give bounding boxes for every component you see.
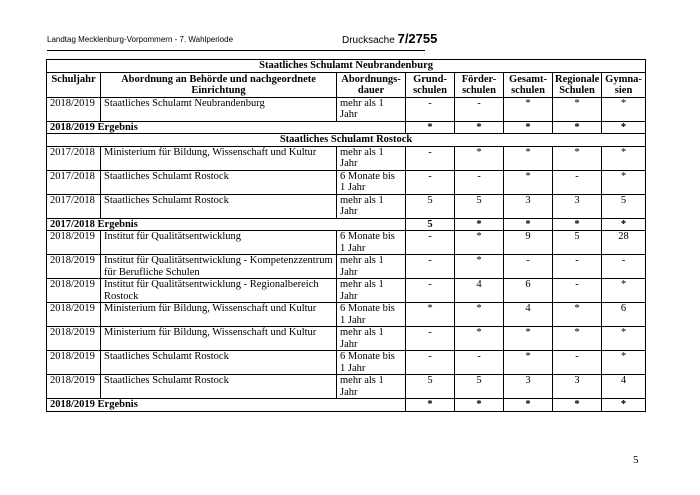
column-header: Gesamt-schulen [504, 72, 553, 97]
count-cell: * [602, 351, 646, 375]
column-header-row [47, 72, 646, 97]
count-cell: - [406, 255, 455, 279]
school-year-cell: 2017/2018 [47, 146, 101, 170]
duration-cell: mehr als 1 Jahr [337, 194, 406, 218]
duration-cell: 6 Monate bis 1 Jahr [337, 231, 406, 255]
result-count-cell: * [553, 121, 602, 134]
count-cell: 5 [553, 231, 602, 255]
school-year-cell: 2018/2019 [47, 255, 101, 279]
count-cell: - [406, 97, 455, 121]
column-header: Abordnungs-dauer [337, 72, 406, 97]
count-cell: - [406, 170, 455, 194]
count-cell: * [455, 146, 504, 170]
count-cell: * [602, 279, 646, 303]
result-row [47, 399, 646, 412]
table-row [47, 170, 646, 194]
count-cell: * [553, 303, 602, 327]
count-cell: - [455, 351, 504, 375]
table-row [47, 327, 646, 351]
count-cell: 6 [602, 303, 646, 327]
count-cell: 6 [504, 279, 553, 303]
count-cell: 4 [602, 375, 646, 399]
institution-cell: Staatliches Schulamt Rostock [101, 170, 337, 194]
institution-cell: Staatliches Schulamt Rostock [101, 375, 337, 399]
count-cell: - [406, 231, 455, 255]
duration-cell: 6 Monate bis 1 Jahr [337, 351, 406, 375]
result-label: 2018/2019 Ergebnis [47, 399, 406, 412]
count-cell: - [406, 351, 455, 375]
count-cell: - [553, 351, 602, 375]
count-cell: 5 [455, 375, 504, 399]
institution-cell: Ministerium für Bildung, Wissenschaft und Kultur [101, 327, 337, 351]
header-rule [47, 50, 425, 51]
table-row [47, 375, 646, 399]
table-row [47, 146, 646, 170]
result-count-cell: * [406, 121, 455, 134]
duration-cell: mehr als 1 Jahr [337, 375, 406, 399]
school-year-cell: 2018/2019 [47, 327, 101, 351]
count-cell: * [553, 146, 602, 170]
table-row [47, 279, 646, 303]
count-cell: - [406, 327, 455, 351]
column-header: Abordnung an Behörde und nachgeordnete Einrichtung [101, 72, 337, 97]
count-cell: 3 [504, 375, 553, 399]
school-year-cell: 2017/2018 [47, 194, 101, 218]
school-year-cell: 2018/2019 [47, 351, 101, 375]
count-cell: 3 [553, 375, 602, 399]
result-count-cell: * [455, 399, 504, 412]
result-count-cell: * [602, 399, 646, 412]
count-cell: * [602, 146, 646, 170]
count-cell: * [602, 327, 646, 351]
section-title: Staatliches Schulamt Rostock [47, 134, 646, 147]
count-cell: 3 [504, 194, 553, 218]
document-reference [342, 31, 437, 46]
count-cell: * [602, 170, 646, 194]
column-header: Grund-schulen [406, 72, 455, 97]
count-cell: * [455, 255, 504, 279]
result-count-cell: * [406, 399, 455, 412]
count-cell: 4 [504, 303, 553, 327]
school-year-cell: 2018/2019 [47, 231, 101, 255]
doc-number: 7/2755 [397, 31, 438, 46]
institution-cell: Staatliches Schulamt Neubrandenburg [101, 97, 337, 121]
column-header: Gymna-sien [602, 72, 646, 97]
school-year-cell: 2018/2019 [47, 97, 101, 121]
result-count-cell: * [504, 121, 553, 134]
page-number: 5 [633, 454, 639, 466]
count-cell: * [406, 303, 455, 327]
institution-cell: Institut für Qualitätsentwicklung - Regionalbereich Rostock [101, 279, 337, 303]
table-row [47, 97, 646, 121]
count-cell: 5 [455, 194, 504, 218]
count-cell: 9 [504, 231, 553, 255]
result-count-cell: * [455, 121, 504, 134]
count-cell: - [406, 279, 455, 303]
school-year-cell: 2018/2019 [47, 279, 101, 303]
count-cell: * [504, 97, 553, 121]
count-cell: * [602, 97, 646, 121]
result-count-cell: * [553, 399, 602, 412]
duration-cell: mehr als 1 Jahr [337, 97, 406, 121]
section-title-row [47, 60, 646, 73]
count-cell: * [553, 97, 602, 121]
count-cell: - [504, 255, 553, 279]
result-count-cell: * [504, 399, 553, 412]
duration-cell: 6 Monate bis 1 Jahr [337, 303, 406, 327]
count-cell: 5 [406, 194, 455, 218]
school-year-cell: 2018/2019 [47, 375, 101, 399]
column-header: Förder-schulen [455, 72, 504, 97]
result-row [47, 121, 646, 134]
count-cell: 5 [406, 375, 455, 399]
result-label: 2017/2018 Ergebnis [47, 218, 406, 231]
table-row [47, 194, 646, 218]
table-row [47, 303, 646, 327]
count-cell: - [602, 255, 646, 279]
count-cell: * [455, 303, 504, 327]
school-year-cell: 2018/2019 [47, 303, 101, 327]
count-cell: - [553, 279, 602, 303]
count-cell: * [504, 146, 553, 170]
section-title: Staatliches Schulamt Neubrandenburg [47, 60, 646, 73]
duration-cell: 6 Monate bis 1 Jahr [337, 170, 406, 194]
duration-cell: mehr als 1 Jahr [337, 146, 406, 170]
count-cell: - [553, 170, 602, 194]
institution-cell: Ministerium für Bildung, Wissenschaft und Kultur [101, 303, 337, 327]
result-label: 2018/2019 Ergebnis [47, 121, 406, 134]
duration-cell: mehr als 1 Jahr [337, 279, 406, 303]
column-header: Regionale Schulen [553, 72, 602, 97]
count-cell: 28 [602, 231, 646, 255]
table-row [47, 231, 646, 255]
result-count-cell: * [602, 121, 646, 134]
table-row [47, 351, 646, 375]
count-cell: * [504, 351, 553, 375]
institution-cell: Staatliches Schulamt Rostock [101, 194, 337, 218]
result-row [47, 218, 646, 231]
institution-cell: Institut für Qualitätsentwicklung [101, 231, 337, 255]
count-cell: * [455, 231, 504, 255]
school-year-cell: 2017/2018 [47, 170, 101, 194]
result-count-cell: * [455, 218, 504, 231]
count-cell: - [406, 146, 455, 170]
secondment-table [46, 59, 646, 412]
duration-cell: mehr als 1 Jahr [337, 255, 406, 279]
count-cell: * [553, 327, 602, 351]
result-count-cell: 5 [406, 218, 455, 231]
count-cell: 4 [455, 279, 504, 303]
institution-cell: Staatliches Schulamt Rostock [101, 351, 337, 375]
institution-cell: Institut für Qualitätsentwicklung - Kompetenzzentrum für Berufliche Schulen [101, 255, 337, 279]
section-title-row [47, 134, 646, 147]
column-header: Schuljahr [47, 72, 101, 97]
result-count-cell: * [504, 218, 553, 231]
institution-cell: Ministerium für Bildung, Wissenschaft und Kultur [101, 146, 337, 170]
count-cell: - [455, 170, 504, 194]
parliament-header: Landtag Mecklenburg-Vorpommern - 7. Wahlperiode [47, 35, 234, 44]
count-cell: * [504, 327, 553, 351]
count-cell: - [553, 255, 602, 279]
table-row [47, 255, 646, 279]
duration-cell: mehr als 1 Jahr [337, 327, 406, 351]
result-count-cell: * [553, 218, 602, 231]
result-count-cell: * [602, 218, 646, 231]
count-cell: 5 [602, 194, 646, 218]
doc-label: Drucksache [342, 35, 395, 46]
count-cell: * [455, 327, 504, 351]
count-cell: - [455, 97, 504, 121]
count-cell: * [504, 170, 553, 194]
count-cell: 3 [553, 194, 602, 218]
